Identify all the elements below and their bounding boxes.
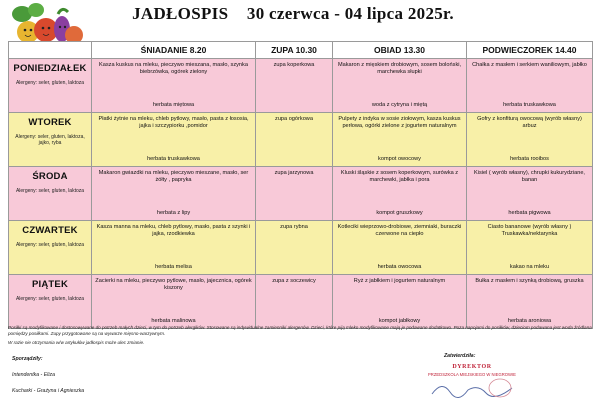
dinner-text: Kotleciki wieprzowo-drobiowe, ziemniaki, buraczki czerwone na ciepło bbox=[337, 224, 462, 237]
allergens-note: Alergeny: seler, gluten, laktoza, jajko, ryba bbox=[15, 134, 85, 146]
column-header-snack: PODWIECZOREK 14.40 bbox=[467, 42, 593, 59]
snack-cell bbox=[467, 275, 592, 328]
table-header-row bbox=[9, 42, 593, 59]
breakfast-cell bbox=[92, 113, 255, 166]
breakfast-drink: herbata melisa bbox=[155, 263, 192, 270]
snack-cell bbox=[467, 221, 592, 274]
soup-cell bbox=[256, 167, 332, 220]
breakfast-cell bbox=[92, 221, 255, 274]
allergens-note: Alergeny: seler, gluten, laktoza bbox=[15, 188, 85, 194]
dinner-text: Pulpety z indyka w sosie ziołowym, kasza kuskus perłowa, ogórki zielone z jogurtem naturalnym bbox=[338, 116, 461, 129]
dinner-drink: kompot jabłkowy bbox=[378, 317, 421, 324]
day-name: CZWARTEK bbox=[22, 225, 78, 236]
day-cell bbox=[9, 59, 91, 112]
breakfast-cell bbox=[92, 59, 255, 112]
day-name: ŚRODA bbox=[32, 171, 68, 182]
page-title bbox=[100, 4, 500, 24]
approved-label: Zatwierdziła: bbox=[444, 353, 476, 359]
dinner-drink: kompot owocowy bbox=[378, 155, 421, 162]
notes-text: Posiłki są modyfikowane i dostosowywane do potrzeb małych dzieci, w tym do potrzeb alergików. Stosowane są indywidualne zamienniki alergenów. Dzieci, które piją mleko modyfikowane mają je podawane dodatkowo. Poza napojami do posiłków, dzieciom podawana jest woda źródlana pomiędzy posiłkami. Zupy przygotowane są na wywarze mięsno-warzywnym. bbox=[8, 325, 592, 336]
day-name: WTOREK bbox=[28, 117, 72, 128]
soup-cell bbox=[256, 113, 332, 166]
day-name: PIĄTEK bbox=[31, 279, 69, 290]
breakfast-drink: herbata miętowa bbox=[152, 101, 195, 108]
soup-text: zupa z soczewicy bbox=[272, 278, 316, 284]
snack-text: Gofry z konfiturą owocową (wyrób własny) arbuz bbox=[477, 116, 582, 129]
stamp-title: DYREKTOR bbox=[452, 364, 492, 370]
dinner-drink: herbata owocowa bbox=[377, 263, 422, 270]
soup-text: zupa rybna bbox=[280, 224, 308, 230]
breakfast-text: Płatki żytnie na mleku, chleb pytlowy, masło, pasta z łososia, jajka i szczypiorku ,pomidor bbox=[98, 116, 249, 129]
dinner-drink: kompot gruszkowy bbox=[376, 209, 423, 216]
column-header-soup: ZUPA 10.30 bbox=[256, 42, 333, 59]
day-cell bbox=[9, 221, 91, 274]
snack-text: Chałka z masłem i serkiem waniliowym, jabłko bbox=[472, 62, 587, 68]
notes-section bbox=[8, 325, 592, 348]
snack-drink: herbata truskawkowa bbox=[503, 101, 556, 108]
dinner-drink: woda z cytryna i miętą bbox=[371, 101, 428, 108]
soup-text: zupa ogórkowa bbox=[275, 116, 313, 122]
prepared-label: Sporządziły: bbox=[12, 356, 43, 362]
allergens-note: Alergeny: seler, gluten, laktoza bbox=[15, 296, 85, 302]
soup-cell bbox=[256, 275, 332, 328]
breakfast-text: Kasza manna na mleku, chleb pytlowy, masło, pasta z szynki i jajka, rzodkiewka bbox=[96, 224, 251, 237]
snack-text: Kisiel ( wyrób własny), chrupki kukurydziane, banan bbox=[474, 170, 585, 183]
snack-drink: herbata aroniowa bbox=[507, 317, 552, 324]
breakfast-cell bbox=[92, 275, 255, 328]
title-dates: 30 czerwca - 04 lipca 2025r. bbox=[246, 4, 454, 23]
breakfast-drink: herbata truskawkowa bbox=[147, 155, 200, 162]
snack-drink: kakao na mleku bbox=[509, 263, 550, 270]
snack-text: Ciasto bananowe (wyrób własny ) Truskawka/nektarynka bbox=[487, 224, 572, 237]
dinner-cell bbox=[333, 167, 466, 220]
breakfast-cell bbox=[92, 167, 255, 220]
header-empty bbox=[9, 42, 92, 59]
soup-cell bbox=[256, 59, 332, 112]
snack-cell bbox=[467, 113, 592, 166]
signature-icon bbox=[428, 378, 518, 400]
day-cell bbox=[9, 113, 91, 166]
snack-cell bbox=[467, 59, 592, 112]
cooks-names: Kucharki - Grażyna i Agnieszka bbox=[12, 388, 85, 394]
dinner-text: Ryż z jabłkiem i jogurtem naturalnym bbox=[353, 278, 446, 284]
dinner-cell bbox=[333, 113, 466, 166]
day-cell bbox=[9, 275, 91, 328]
allergens-note: Alergeny: seler, gluten, laktoza bbox=[15, 242, 85, 248]
table-row bbox=[9, 59, 593, 113]
soup-text: zupa jarzynowa bbox=[274, 170, 314, 176]
snack-drink: herbata pigwowa bbox=[508, 209, 551, 216]
dinner-text: Kluski śląskie z sosem koperkowym, surówka z marchewki, jabłka i pora bbox=[340, 170, 459, 183]
day-name: PONIEDZIAŁEK bbox=[13, 63, 87, 74]
allergens-note: Alergeny: seler, gluten, laktoza bbox=[15, 80, 85, 86]
dinner-text: Makaron z mięskiem drobiowym, sosem boloński, marchewka słupki bbox=[337, 62, 462, 75]
snack-drink: herbata rooibos bbox=[510, 155, 549, 162]
table-row bbox=[9, 221, 593, 275]
dinner-cell bbox=[333, 221, 466, 274]
breakfast-text: Zacierki na mleku, pieczywo pytlowe, masło, jajecznica, ogórek kiszony bbox=[95, 278, 252, 291]
stamp-subtitle: PRZEDSZKOLA MIEJSKIEGO W NIEGROWIE bbox=[428, 372, 516, 377]
soup-cell bbox=[256, 221, 332, 274]
director-stamp bbox=[408, 364, 528, 404]
dinner-cell bbox=[333, 275, 466, 328]
snack-text: Bułka z masłem i szynką drobiową, gruszka bbox=[475, 278, 584, 284]
table-row bbox=[9, 167, 593, 221]
title-main: JADŁOSPIS bbox=[132, 4, 229, 23]
day-cell bbox=[9, 167, 91, 220]
dinner-cell bbox=[333, 59, 466, 112]
notes-disclaimer: W razie nie otrzymania w/w artykułów jadłospis może ulec zmianie. bbox=[8, 339, 145, 345]
breakfast-text: Makaron gwiazdki na mleku, pieczywo mieszane, masło, ser żółty , papryka bbox=[98, 170, 249, 183]
column-header-breakfast: ŚNIADANIE 8.20 bbox=[92, 42, 256, 59]
table-row bbox=[9, 113, 593, 167]
breakfast-text: Kasza kuskus na mleku, pieczywo mieszana, masło, szynka biebrzówka, ogórek zielony bbox=[99, 62, 248, 75]
menu-table bbox=[8, 41, 593, 329]
breakfast-drink: herbata z lipy bbox=[156, 209, 191, 216]
breakfast-drink: herbata malinowa bbox=[151, 317, 196, 324]
intendent-name: Intendentka - Eliza bbox=[12, 372, 55, 378]
table-row bbox=[9, 275, 593, 329]
snack-cell bbox=[467, 167, 592, 220]
column-header-dinner: OBIAD 13.30 bbox=[333, 42, 467, 59]
soup-text: zupa koperkowa bbox=[273, 62, 315, 68]
